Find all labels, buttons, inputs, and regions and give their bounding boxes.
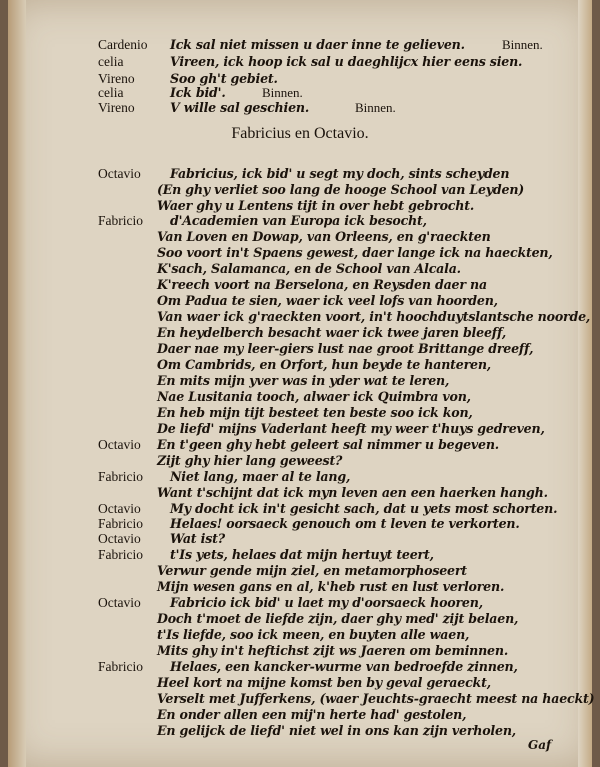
verse-text: Ick sal niet missen u daer inne te gelieven. (170, 37, 465, 52)
verse-line (0, 356, 600, 373)
verse-line (0, 276, 600, 293)
verse-line (0, 706, 600, 723)
speaker-name: Fabricio (98, 659, 143, 674)
verse-line (0, 484, 600, 501)
verse-text: Want t'schijnt dat ick myn leven aen een haerken hangh. (157, 485, 548, 500)
verse-text: Verselt met Jufferkens, (waer Jeuchts-graecht meest na haeckt) (157, 691, 595, 706)
verse-text: Zijt ghy hier lang geweest? (157, 453, 343, 468)
verse-text: En gelijck de liefd' niet wel in ons kan zijn verholen, (157, 723, 516, 738)
verse-line (0, 228, 600, 245)
verse-text: Wat ist? (170, 531, 225, 546)
verse-line (0, 260, 600, 277)
verse-line (0, 292, 600, 309)
verse-text: Helaes! oorsaeck genouch om t leven te verkorten. (170, 516, 520, 531)
verse-text: Waer ghy u Lentens tijt in over hebt gebrocht. (157, 198, 475, 213)
speaker-name: Octavio (98, 531, 141, 546)
verse-text: Helaes, een kancker-wurme van bedroefde zinnen, (170, 659, 518, 674)
verse-line (0, 546, 600, 563)
stage-direction: Binnen. (262, 85, 303, 100)
verse-line (0, 452, 600, 469)
speaker-name: Fabricio (98, 213, 143, 228)
verse-line (0, 324, 600, 341)
verse-line (0, 562, 600, 579)
verse-text: Daer nae my leer-giers lust nae groot Brittange dreeff, (157, 341, 534, 356)
speaker-name: Octavio (98, 501, 141, 516)
verse-line (0, 388, 600, 405)
speaker-name: Octavio (98, 166, 141, 181)
verse-line (0, 530, 600, 547)
verse-line (0, 372, 600, 389)
verse-text: t'Is liefde, soo ick meen, en buyten alle waen, (157, 627, 470, 642)
speaker-name: celia (98, 85, 124, 100)
speaker-name: Fabricio (98, 516, 143, 531)
verse-line (0, 674, 600, 691)
speaker-name: Cardenio (98, 37, 148, 52)
verse-text: En mits mijn yver was in yder wat te leren, (157, 373, 450, 388)
verse-text: Doch t'moet de liefde zijn, daer ghy med' zijt belaen, (157, 611, 519, 626)
verse-text: Van Loven en Dowap, van Orleens, en g'raeckten (157, 229, 491, 244)
verse-line (0, 420, 600, 437)
verse-line (0, 53, 600, 70)
verse-text: En onder allen een mij'n herte had' gestolen, (157, 707, 467, 722)
catchword: Gaf (528, 738, 552, 752)
verse-line (0, 99, 600, 116)
verse-text: Soo voort in't Spaens gewest, daer lange ick na haeckten, (157, 245, 553, 260)
speaker-name: Vireno (98, 71, 135, 86)
verse-text: Nae Lusitania tooch, alwaer ick Quimbra von, (157, 389, 471, 404)
verse-text: Soo gh't gebiet. (170, 71, 278, 86)
verse-text: En t'geen ghy hebt geleert sal nimmer u begeven. (157, 437, 499, 452)
speaker-name: celia (98, 54, 124, 69)
verse-text: Verwur gende mijn ziel, en metamorphoseert (157, 563, 467, 578)
verse-line (0, 436, 600, 453)
speaker-name: Fabricio (98, 469, 143, 484)
speaker-name: Octavio (98, 437, 141, 452)
verse-text: V wille sal geschien. (170, 100, 310, 115)
verse-text: Niet lang, maer al te lang, (170, 469, 351, 484)
scene-heading: Fabricius en Octavio. (231, 125, 369, 142)
verse-line (0, 340, 600, 357)
verse-line (0, 626, 600, 643)
verse-line (0, 690, 600, 707)
verse-line (0, 165, 600, 182)
verse-line (0, 594, 600, 611)
verse-line (0, 404, 600, 421)
verse-text: Mijn wesen gans en al, k'heb rust en lust verloren. (157, 579, 505, 594)
verse-line (0, 36, 600, 53)
verse-line (0, 658, 600, 675)
verse-text: Van waer ick g'raeckten voort, in't hoochduytslantsche noorde, (157, 309, 591, 324)
verse-text: Ick bid'. (170, 85, 226, 100)
verse-text: Fabricius, ick bid' u segt my doch, sints scheyden (170, 166, 510, 181)
speaker-name: Vireno (98, 100, 135, 115)
stage-direction: Binnen. (355, 100, 396, 115)
verse-line (0, 212, 600, 229)
verse-text: Om Padua te sien, waer ick veel lofs van hoorden, (157, 293, 498, 308)
verse-text: Fabricio ick bid' u laet my d'oorsaeck hooren, (170, 595, 483, 610)
speaker-name: Octavio (98, 595, 141, 610)
verse-line (0, 578, 600, 595)
verse-text: My docht ick in't gesicht sach, dat u yets most schorten. (170, 501, 558, 516)
verse-text: (En ghy verliet soo lang de hooge School van Leyden) (157, 182, 525, 197)
verse-text: d'Academien van Europa ick besocht, (170, 213, 427, 228)
speaker-name: Fabricio (98, 547, 143, 562)
verse-text: Vireen, ick hoop ick sal u daeghlijcx hier eens sien. (170, 54, 523, 69)
verse-text: De liefd' mijns Vaderlant heeft my weer t'huys gedreven, (157, 421, 545, 436)
stage-direction: Binnen. (502, 37, 543, 52)
verse-line (0, 181, 600, 198)
verse-text: En heb mijn tijt besteet ten beste soo ick kon, (157, 405, 473, 420)
verse-line (0, 244, 600, 261)
verse-text: Heel kort na mijne komst ben by geval geraeckt, (157, 675, 491, 690)
verse-line (0, 722, 600, 739)
verse-text: Om Cambrids, en Orfort, hun beyde te hanteren, (157, 357, 491, 372)
verse-text: K'reech voort na Berselona, en Reysden daer na (157, 277, 487, 292)
verse-line (0, 610, 600, 627)
verse-line (0, 642, 600, 659)
verse-text: En heydelberch besacht waer ick twee jaren bleeff, (157, 325, 507, 340)
verse-line (0, 308, 600, 325)
verse-text: K'sach, Salamanca, en de School van Alcala. (157, 261, 461, 276)
verse-text: Mits ghy in't heftichst zijt ws Jaeren om beminnen. (157, 643, 509, 658)
verse-text: t'Is yets, helaes dat mijn hertuyt teert, (170, 547, 434, 562)
verse-line (0, 468, 600, 485)
